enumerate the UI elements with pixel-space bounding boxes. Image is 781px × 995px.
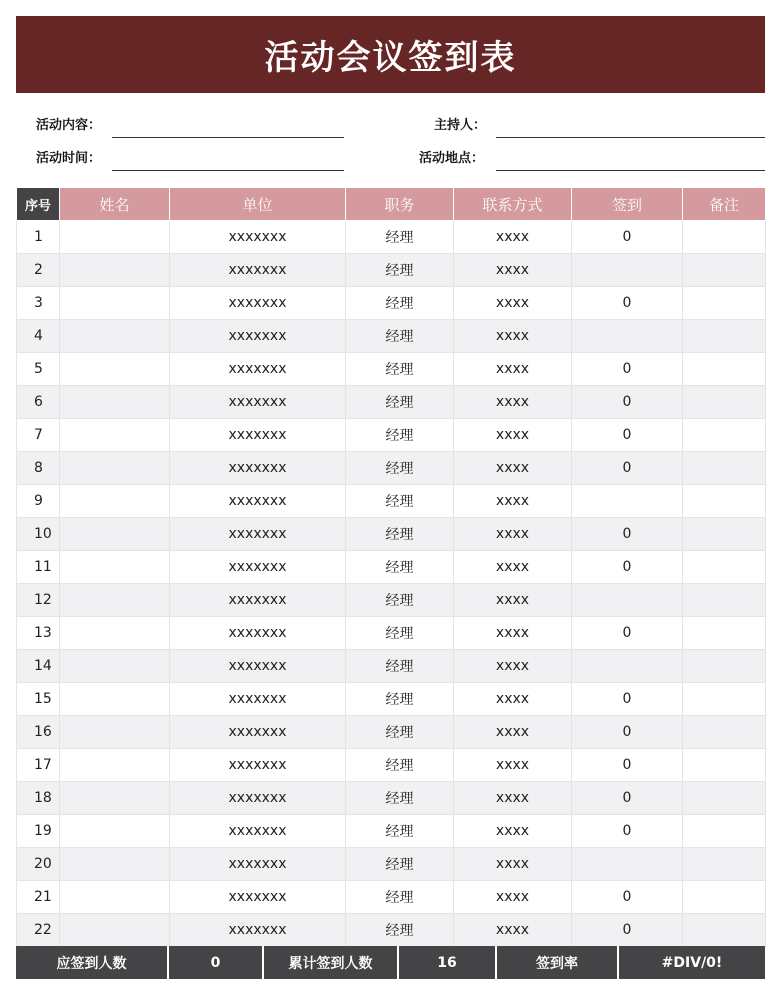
table-row: [17, 485, 766, 518]
cell-name[interactable]: [60, 386, 170, 419]
cell-unit[interactable]: xxxxxxx: [170, 353, 346, 386]
cell-note[interactable]: [683, 551, 766, 584]
cell-name[interactable]: [60, 584, 170, 617]
header-contact: 联系方式: [454, 188, 572, 221]
activity-content-label: 活动内容：: [36, 118, 102, 133]
cell-position[interactable]: 经理: [346, 584, 454, 617]
cell-position[interactable]: 经理: [346, 254, 454, 287]
table-row: [17, 452, 766, 485]
cell-contact[interactable]: xxxx: [454, 749, 572, 782]
cell-unit[interactable]: xxxxxxx: [170, 881, 346, 914]
cell-note[interactable]: [683, 254, 766, 287]
cell-position[interactable]: 经理: [346, 815, 454, 848]
cell-position[interactable]: 经理: [346, 749, 454, 782]
cell-position[interactable]: 经理: [346, 716, 454, 749]
cell-seq: 7: [17, 419, 60, 452]
table-row: [17, 683, 766, 716]
table-row: [17, 518, 766, 551]
cell-signin[interactable]: 0: [572, 452, 683, 485]
table-row: [17, 650, 766, 683]
cell-contact[interactable]: xxxx: [454, 419, 572, 452]
table-body: [17, 221, 766, 947]
cell-note[interactable]: [683, 221, 766, 254]
cell-seq: 21: [17, 881, 60, 914]
expected-count-value[interactable]: 0: [169, 946, 264, 979]
cell-note[interactable]: [683, 848, 766, 881]
table-row: [17, 419, 766, 452]
cell-unit[interactable]: xxxxxxx: [170, 584, 346, 617]
cell-signin[interactable]: 0: [572, 518, 683, 551]
cell-note[interactable]: [683, 386, 766, 419]
cell-signin[interactable]: 0: [572, 386, 683, 419]
cell-position[interactable]: 经理: [346, 650, 454, 683]
cell-note[interactable]: [683, 485, 766, 518]
cell-signin[interactable]: 0: [572, 287, 683, 320]
cell-signin[interactable]: 0: [572, 683, 683, 716]
signin-table: [16, 187, 766, 947]
host-label: 主持人：: [434, 118, 487, 133]
cell-signin[interactable]: [572, 848, 683, 881]
table-row: [17, 353, 766, 386]
cell-note[interactable]: [683, 452, 766, 485]
cell-note[interactable]: [683, 749, 766, 782]
cell-seq: 3: [17, 287, 60, 320]
cell-contact[interactable]: xxxx: [454, 716, 572, 749]
signin-rate-label: 签到率: [497, 946, 619, 979]
cell-seq: 2: [17, 254, 60, 287]
cell-contact[interactable]: xxxx: [454, 815, 572, 848]
cell-seq: 22: [17, 914, 60, 947]
cell-contact[interactable]: xxxx: [454, 353, 572, 386]
cell-note[interactable]: [683, 287, 766, 320]
cell-seq: 17: [17, 749, 60, 782]
cell-seq: 15: [17, 683, 60, 716]
cell-name[interactable]: [60, 815, 170, 848]
cell-note[interactable]: [683, 650, 766, 683]
cell-position[interactable]: 经理: [346, 848, 454, 881]
cell-contact[interactable]: xxxx: [454, 287, 572, 320]
table-row: [17, 815, 766, 848]
cell-unit[interactable]: xxxxxxx: [170, 914, 346, 947]
table-row: [17, 254, 766, 287]
cell-note[interactable]: [683, 782, 766, 815]
cell-seq: 10: [17, 518, 60, 551]
cell-contact[interactable]: xxxx: [454, 584, 572, 617]
activity-place-label: 活动地点：: [419, 151, 485, 166]
cell-signin[interactable]: [572, 485, 683, 518]
table-row: [17, 287, 766, 320]
cell-signin[interactable]: 0: [572, 419, 683, 452]
cell-name[interactable]: [60, 518, 170, 551]
cell-position[interactable]: 经理: [346, 881, 454, 914]
cell-name[interactable]: [60, 617, 170, 650]
cell-seq: 4: [17, 320, 60, 353]
header-signin: 签到: [572, 188, 683, 221]
cell-contact[interactable]: xxxx: [454, 452, 572, 485]
cell-unit[interactable]: xxxxxxx: [170, 386, 346, 419]
cell-seq: 16: [17, 716, 60, 749]
cell-contact[interactable]: xxxx: [454, 881, 572, 914]
cell-seq: 12: [17, 584, 60, 617]
header-name: 姓名: [60, 188, 170, 221]
header-position: 职务: [346, 188, 454, 221]
cell-seq: 20: [17, 848, 60, 881]
cell-position[interactable]: 经理: [346, 617, 454, 650]
cell-unit[interactable]: xxxxxxx: [170, 221, 346, 254]
cell-signin[interactable]: 0: [572, 881, 683, 914]
cell-signin[interactable]: 0: [572, 914, 683, 947]
table-row: [17, 914, 766, 947]
cell-signin[interactable]: 0: [572, 353, 683, 386]
cell-unit[interactable]: xxxxxxx: [170, 683, 346, 716]
cell-position[interactable]: 经理: [346, 683, 454, 716]
cell-note[interactable]: [683, 617, 766, 650]
cell-name[interactable]: [60, 221, 170, 254]
cell-seq: 6: [17, 386, 60, 419]
cell-contact[interactable]: xxxx: [454, 914, 572, 947]
cell-position[interactable]: 经理: [346, 782, 454, 815]
cell-seq: 8: [17, 452, 60, 485]
cell-unit[interactable]: xxxxxxx: [170, 650, 346, 683]
cell-unit[interactable]: xxxxxxx: [170, 419, 346, 452]
cell-contact[interactable]: xxxx: [454, 221, 572, 254]
cell-note[interactable]: [683, 518, 766, 551]
cell-unit[interactable]: xxxxxxx: [170, 749, 346, 782]
table-row: [17, 320, 766, 353]
activity-time-field[interactable]: [112, 170, 344, 171]
cell-contact[interactable]: xxxx: [454, 650, 572, 683]
cell-unit[interactable]: xxxxxxx: [170, 485, 346, 518]
cell-position[interactable]: 经理: [346, 320, 454, 353]
cell-name[interactable]: [60, 782, 170, 815]
summary-bar: [16, 946, 765, 979]
cell-position[interactable]: 经理: [346, 287, 454, 320]
title-banner: [16, 16, 765, 93]
cell-unit[interactable]: xxxxxxx: [170, 320, 346, 353]
cell-seq: 9: [17, 485, 60, 518]
cell-signin[interactable]: 0: [572, 551, 683, 584]
cell-name[interactable]: [60, 914, 170, 947]
cell-signin[interactable]: 0: [572, 617, 683, 650]
cell-unit[interactable]: xxxxxxx: [170, 782, 346, 815]
cell-seq: 14: [17, 650, 60, 683]
cell-contact[interactable]: xxxx: [454, 848, 572, 881]
cell-note[interactable]: [683, 353, 766, 386]
cell-name[interactable]: [60, 848, 170, 881]
cell-name[interactable]: [60, 485, 170, 518]
cell-position[interactable]: 经理: [346, 353, 454, 386]
cell-unit[interactable]: xxxxxxx: [170, 518, 346, 551]
activity-time-label: 活动时间：: [36, 151, 102, 166]
cell-contact[interactable]: xxxx: [454, 254, 572, 287]
cell-position[interactable]: 经理: [346, 551, 454, 584]
cell-name[interactable]: [60, 749, 170, 782]
table-row: [17, 749, 766, 782]
cell-note[interactable]: [683, 881, 766, 914]
table-row: [17, 584, 766, 617]
header-unit: 单位: [170, 188, 346, 221]
cell-contact[interactable]: xxxx: [454, 617, 572, 650]
table-row: [17, 782, 766, 815]
cell-note[interactable]: [683, 584, 766, 617]
cell-name[interactable]: [60, 287, 170, 320]
cell-name[interactable]: [60, 452, 170, 485]
activity-content-field[interactable]: [112, 137, 344, 138]
table-row: [17, 221, 766, 254]
cell-contact[interactable]: xxxx: [454, 518, 572, 551]
cell-unit[interactable]: xxxxxxx: [170, 716, 346, 749]
cell-position[interactable]: 经理: [346, 485, 454, 518]
expected-count-label: 应签到人数: [16, 946, 169, 979]
cell-name[interactable]: [60, 683, 170, 716]
cell-contact[interactable]: xxxx: [454, 683, 572, 716]
header-seq: 序号: [17, 188, 60, 221]
signin-rate-value[interactable]: #DIV/0!: [661, 954, 723, 971]
cell-name[interactable]: [60, 254, 170, 287]
cell-name[interactable]: [60, 881, 170, 914]
cell-contact[interactable]: xxxx: [454, 386, 572, 419]
signed-count-label: 累计签到人数: [264, 946, 399, 979]
cell-note[interactable]: [683, 320, 766, 353]
cell-note[interactable]: [683, 914, 766, 947]
cell-seq: 13: [17, 617, 60, 650]
cell-signin[interactable]: 0: [572, 782, 683, 815]
signed-count-value[interactable]: 16: [399, 946, 497, 979]
cell-seq: 11: [17, 551, 60, 584]
cell-note[interactable]: [683, 815, 766, 848]
cell-signin[interactable]: 0: [572, 221, 683, 254]
cell-unit[interactable]: xxxxxxx: [170, 848, 346, 881]
table-row: [17, 716, 766, 749]
cell-position[interactable]: 经理: [346, 419, 454, 452]
cell-signin[interactable]: 0: [572, 815, 683, 848]
table-header-row: [17, 188, 766, 221]
cell-signin[interactable]: [572, 584, 683, 617]
cell-position[interactable]: 经理: [346, 221, 454, 254]
table-row: [17, 386, 766, 419]
table-row: [17, 551, 766, 584]
cell-name[interactable]: [60, 650, 170, 683]
cell-seq: 19: [17, 815, 60, 848]
cell-unit[interactable]: xxxxxxx: [170, 287, 346, 320]
cell-signin[interactable]: [572, 320, 683, 353]
cell-contact[interactable]: xxxx: [454, 782, 572, 815]
cell-unit[interactable]: xxxxxxx: [170, 617, 346, 650]
cell-signin[interactable]: 0: [572, 749, 683, 782]
cell-name[interactable]: [60, 419, 170, 452]
cell-contact[interactable]: xxxx: [454, 485, 572, 518]
page-title: 活动会议签到表: [264, 38, 517, 78]
cell-signin[interactable]: 0: [572, 716, 683, 749]
host-field[interactable]: [496, 137, 765, 138]
header-note: 备注: [683, 188, 766, 221]
cell-seq: 5: [17, 353, 60, 386]
table-row: [17, 881, 766, 914]
cell-contact[interactable]: xxxx: [454, 551, 572, 584]
cell-position[interactable]: 经理: [346, 386, 454, 419]
cell-seq: 1: [17, 221, 60, 254]
cell-note[interactable]: [683, 419, 766, 452]
cell-position[interactable]: 经理: [346, 452, 454, 485]
cell-unit[interactable]: xxxxxxx: [170, 452, 346, 485]
cell-name[interactable]: [60, 320, 170, 353]
cell-signin[interactable]: [572, 254, 683, 287]
table-row: [17, 848, 766, 881]
cell-name[interactable]: [60, 551, 170, 584]
table-row: [17, 617, 766, 650]
cell-position[interactable]: 经理: [346, 518, 454, 551]
cell-note[interactable]: [683, 683, 766, 716]
cell-name[interactable]: [60, 716, 170, 749]
cell-signin[interactable]: [572, 650, 683, 683]
cell-note[interactable]: [683, 716, 766, 749]
cell-position[interactable]: 经理: [346, 914, 454, 947]
activity-place-field[interactable]: [496, 170, 765, 171]
cell-unit[interactable]: xxxxxxx: [170, 815, 346, 848]
cell-unit[interactable]: xxxxxxx: [170, 551, 346, 584]
cell-contact[interactable]: xxxx: [454, 320, 572, 353]
cell-name[interactable]: [60, 353, 170, 386]
cell-seq: 18: [17, 782, 60, 815]
cell-unit[interactable]: xxxxxxx: [170, 254, 346, 287]
